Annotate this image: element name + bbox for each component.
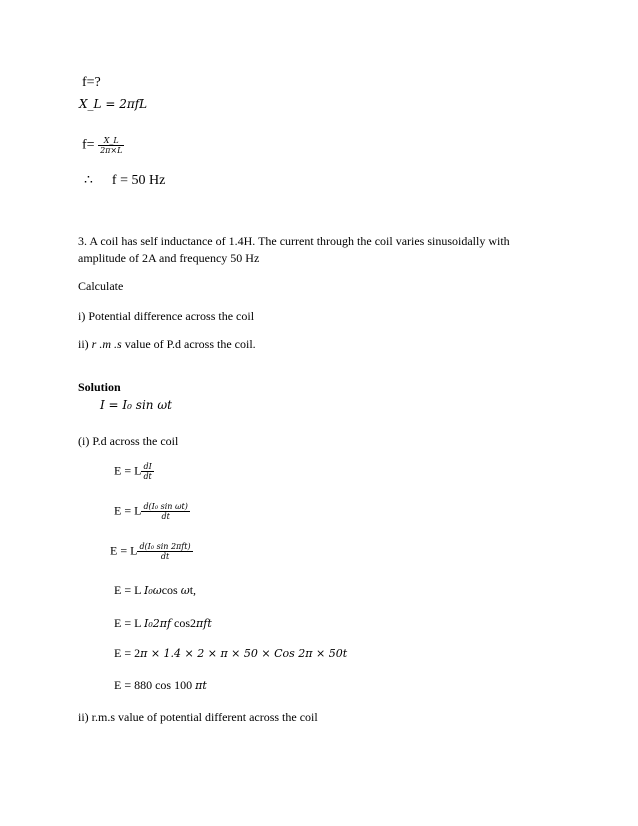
equation-4-prefix: E = L [114,583,141,597]
equation-6 [114,646,347,661]
question-item-2-italic: r .m .s [91,337,122,351]
equation-5-mid: cos2 [174,616,197,630]
equation-5 [114,616,212,631]
equation-3-numerator: d(I₀ sin 2πft) [139,542,191,551]
solution-heading: Solution [78,380,121,394]
therefore-symbol: ∴ [84,173,93,188]
question-text: 3. A coil has self inductance of 1.4H. The current through the coil varies sinusoidally with amplitude of 2A and frequency 50 Hz [78,234,510,265]
equation-2 [114,502,190,521]
f-result: f = 50 Hz [111,173,166,188]
equation-1 [114,462,154,481]
equation-7 [114,678,207,693]
f-result-line [84,174,165,188]
equation-4-suffix: t, [189,583,197,597]
equation-5-prefix: E = L [114,616,141,630]
equation-2-fraction [141,502,189,521]
equation-1-denominator: dt [143,472,152,481]
question-item-2-suffix: value of P.d across the coil. [121,337,256,351]
equation-4-math: I₀ω [143,584,162,597]
equation-4 [114,583,196,598]
equation-5-math-1: I₀2πf [143,617,172,630]
equation-5-math-2: πft [196,617,212,630]
question-item-2-prefix: ii) [78,337,92,351]
question-item-1: i) Potential difference across the coil [78,309,255,323]
equation-1-numerator: dI [141,462,153,472]
equation-3-fraction [137,542,192,561]
equation-6-math: π × 1.4 × 2 × π × 50 × Cos 2π × 50t [140,647,348,660]
equation-1-prefix: E = L [114,463,142,478]
equation-3-denominator: dt [160,552,170,561]
equation-2-denominator: dt [161,512,170,521]
f-unknown: f=? [82,75,101,90]
equation-3-prefix: E = L [110,543,138,558]
current-equation: I = I₀ sin ωt [100,398,172,412]
equation-4-omega: ω [180,584,190,597]
f-fraction-line [82,136,124,155]
solution-sub-1: (i) P.d across the coil [78,434,179,448]
equation-2-prefix: E = L [114,503,142,518]
equation-6-prefix: E = 2 [114,646,141,660]
f-equals: f= [82,137,95,153]
equation-4-mid: cos [161,583,178,597]
equation-1-fraction [141,462,153,481]
xl-formula: X_L = 2πfL [79,97,148,111]
calculate-label: Calculate [78,279,124,293]
equation-7-math: πt [195,679,207,692]
equation-3 [110,542,193,561]
equation-2-numerator: d(I₀ sin ωt) [143,502,188,511]
f-fraction [98,136,124,155]
question-item-2 [78,337,256,351]
f-fraction-denominator: 2π×L [100,146,123,155]
f-fraction-numerator: X_L [98,136,124,146]
solution-sub-2: ii) r.m.s value of potential different across the coil [78,710,318,724]
equation-7-prefix: E = 880 cos 100 [114,678,193,692]
